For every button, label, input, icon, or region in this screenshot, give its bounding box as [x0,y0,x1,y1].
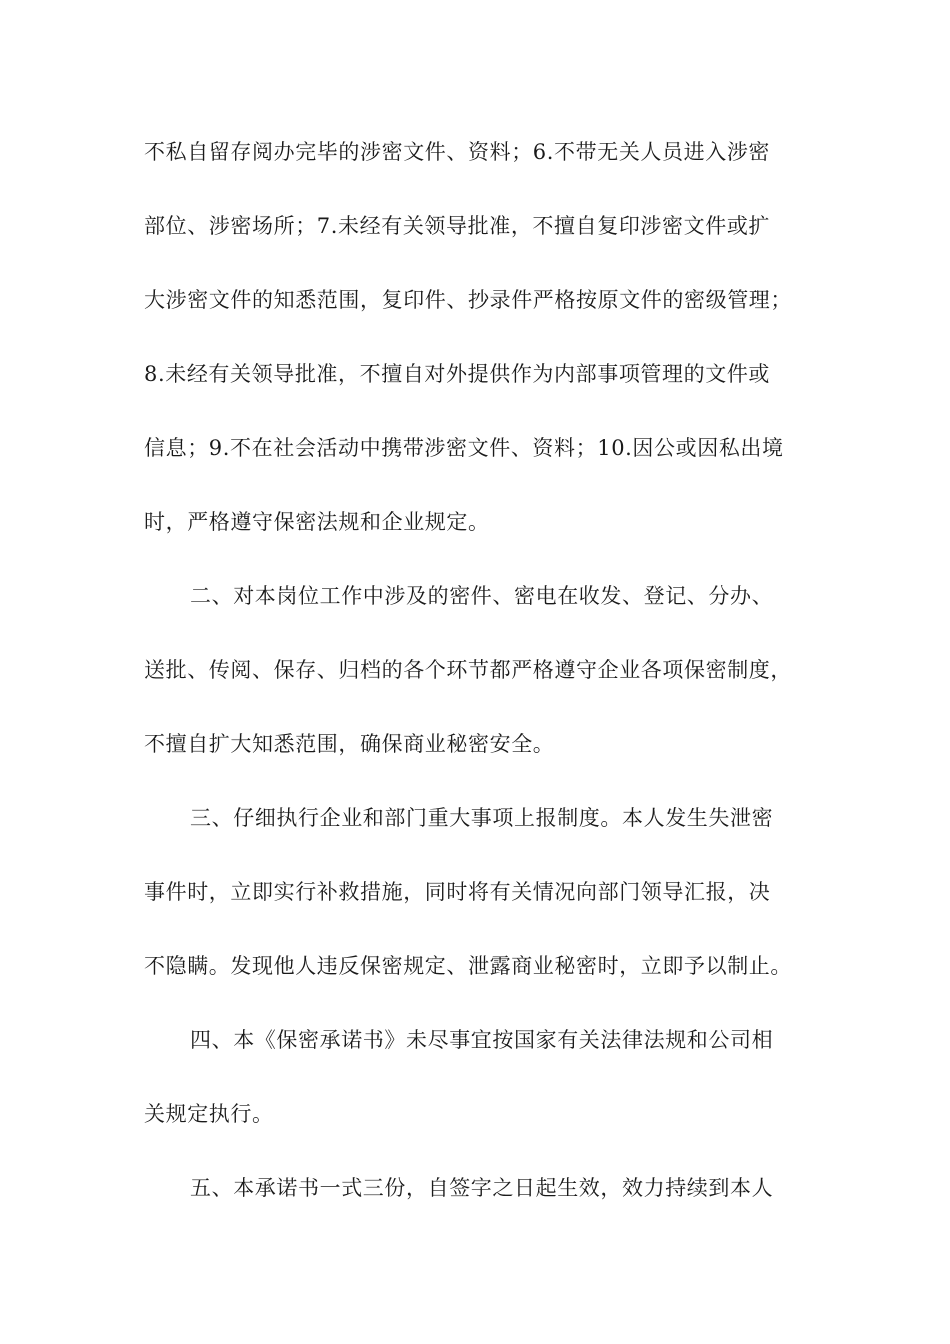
text-line: 部位、涉密场所；7.未经有关领导批准，不擅自复印涉密文件或扩 [144,214,771,238]
text-line: 不擅自扩大知悉范围，确保商业秘密安全。 [144,732,555,756]
text-line: 不私自留存阅办完毕的涉密文件、资料；6.不带无关人员进入涉密 [144,140,771,164]
paragraph-3-first-line: 三、仔细执行企业和部门重大事项上报制度。本人发生失泄密 [190,806,774,830]
text-line: 大涉密文件的知悉范围，复印件、抄录件严格按原文件的密级管理； [144,288,792,312]
text-line: 不隐瞒。发现他人违反保密规定、泄露商业秘密时，立即予以制止。 [144,954,792,978]
paragraph-2-first-line: 二、对本岗位工作中涉及的密件、密电在收发、登记、分办、 [190,584,774,608]
text-line: 时，严格遵守保密法规和企业规定。 [144,510,490,534]
paragraph-5-first-line: 五、本承诺书一式三份，自签字之日起生效，效力持续到本人 [190,1176,774,1200]
text-line: 信息；9.不在社会活动中携带涉密文件、资料；10.因公或因私出境 [144,436,784,460]
text-line: 事件时，立即实行补救措施，同时将有关情况向部门领导汇报，决 [144,880,771,904]
paragraph-4-first-line: 四、本《保密承诺书》未尽事宜按国家有关法律法规和公司相 [190,1028,774,1052]
text-line: 关规定执行。 [144,1102,274,1126]
text-line: 8.未经有关领导批准，不擅自对外提供作为内部事项管理的文件或 [144,362,771,386]
text-line: 送批、传阅、保存、归档的各个环节都严格遵守企业各项保密制度， [144,658,792,682]
